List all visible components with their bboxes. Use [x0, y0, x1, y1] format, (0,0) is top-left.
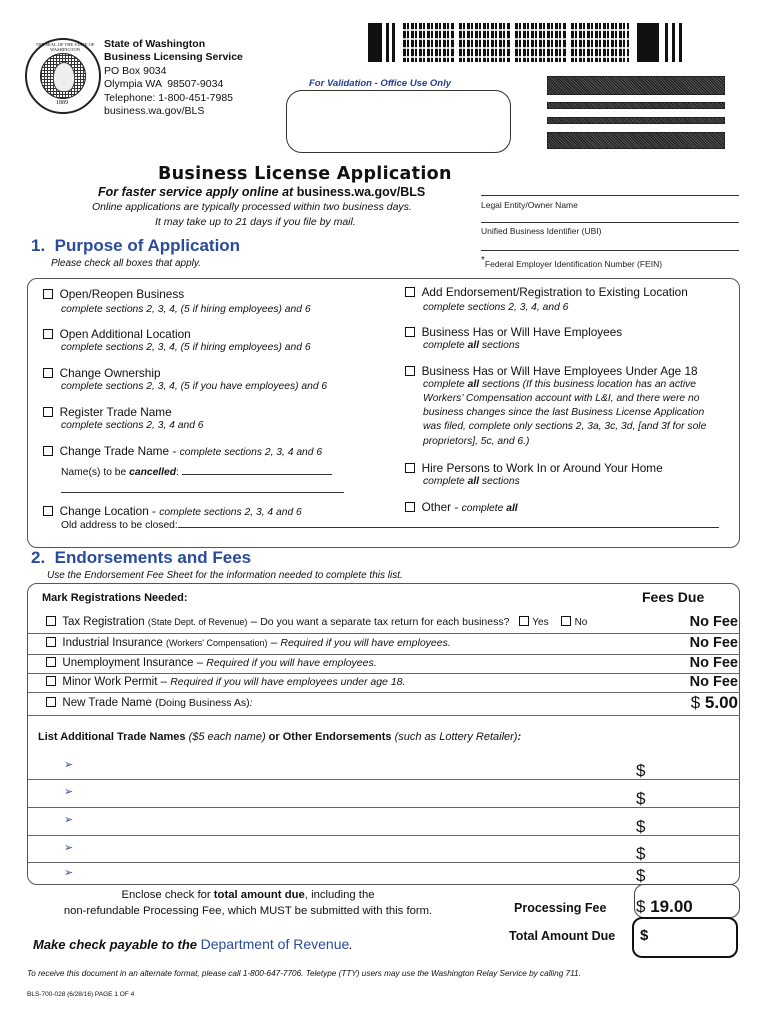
processing-fee-value: $ 19.00 [636, 897, 693, 916]
cancelled-names-input[interactable] [182, 474, 332, 475]
additional-dollar-4: $ [636, 844, 646, 863]
bullet-arrow-icon: ➢ [64, 759, 74, 771]
checkbox-unemployment-insurance[interactable] [46, 657, 56, 667]
validation-label: For Validation - Office Use Only [309, 78, 451, 89]
barcode-2d [368, 23, 723, 62]
cancelled-names-label: Name(s) to be cancelled: [61, 466, 344, 480]
option-other: Other - complete all [405, 500, 518, 516]
option-additional-location: Open Additional Location complete sections 2, 3, 4, (5 if hiring employees) and 6 [43, 327, 311, 355]
reg-row-unemployment: Unemployment Insurance – Required if you will have employees. [46, 657, 377, 669]
fee-unemployment: No Fee [689, 655, 738, 671]
alternate-format-note: To receive this document in an alternate format, please call 1-800-647-7706. Teletype (TTY) users may use the Washington Relay Service by calling 711. [27, 969, 581, 978]
bullet-arrow-icon: ➢ [64, 842, 74, 854]
option-hire-home: Hire Persons to Work In or Around Your Home complete all sections [405, 461, 663, 489]
fein-input[interactable] [481, 250, 739, 251]
processing-time-note: Online applications are typically processed within two business days. [92, 201, 412, 213]
section1-heading: 1. Purpose of Application [31, 236, 241, 255]
fee-new-trade-name: $ 5.00 [690, 693, 738, 712]
reg-row-industrial: Industrial Insurance (Workers' Compensation) – Required if you will have employees. [46, 637, 451, 649]
mail-time-note: It may take up to 21 days if you file by mail. [155, 216, 356, 228]
checkbox-additional-location[interactable] [43, 329, 53, 339]
checkbox-tax-yes[interactable] [519, 616, 529, 626]
option-change-location: Change Location - complete sections 2, 3, 4 and 6 Old address to be closed: [43, 504, 719, 531]
checkbox-change-ownership[interactable] [43, 368, 53, 378]
reg-row-minor-permit: Minor Work Permit – Required if you will have employees under age 18. [46, 676, 405, 688]
agency-website: business.wa.gov/BLS [104, 105, 205, 118]
fee-industrial: No Fee [689, 635, 738, 651]
bullet-arrow-icon: ➢ [64, 786, 74, 798]
additional-names-heading: List Additional Trade Names ($5 each name) or Other Endorsements (such as Lottery Retailer): [38, 731, 522, 743]
checkbox-hire-home[interactable] [405, 463, 415, 473]
additional-name-input-1[interactable] [90, 756, 620, 774]
fein-asterisk: * [481, 255, 485, 266]
checkbox-add-endorsement[interactable] [405, 287, 415, 297]
enclose-check-note: Enclose check for total amount due, including the non-refundable Processing Fee, which MUST be submitted with this form. [63, 889, 433, 917]
legal-entity-input[interactable] [481, 195, 739, 196]
seal-year: 1889 [56, 100, 68, 106]
bullet-arrow-icon: ➢ [64, 867, 74, 879]
checkbox-employees-under-18[interactable] [405, 366, 415, 376]
option-register-trade-name: Register Trade Name complete sections 2, 3, 4 and 6 [43, 405, 204, 433]
checkbox-industrial-insurance[interactable] [46, 637, 56, 647]
processing-fee-label: Processing Fee [514, 901, 607, 915]
option-change-ownership: Change Ownership complete sections 2, 3, 4, (5 if you have employees) and 6 [43, 366, 327, 394]
reg-row-tax: Tax Registration (State Dept. of Revenue) – Do you want a separate tax return for each business? Yes No [46, 616, 587, 628]
option-has-employees: Business Has or Will Have Employees complete all sections [405, 325, 622, 353]
online-prompt [98, 185, 425, 199]
checkbox-tax-registration[interactable] [46, 616, 56, 626]
checkbox-has-employees[interactable] [405, 327, 415, 337]
old-address-label: Old address to be closed: [61, 520, 178, 531]
fee-minor-permit: No Fee [689, 674, 738, 690]
seal-ring-text: THE SEAL OF THE STATE OF WASHINGTON [35, 42, 95, 52]
checkbox-tax-no[interactable] [561, 616, 571, 626]
payable-note: Make check payable to the Department of Revenue. [33, 936, 353, 952]
checkbox-open-reopen[interactable] [43, 289, 53, 299]
ubi-input[interactable] [481, 222, 739, 223]
additional-name-input-4[interactable] [90, 839, 620, 857]
additional-dollar-2: $ [636, 789, 646, 808]
section2-heading: 2. Endorsements and Fees [31, 548, 252, 567]
agency-city: Olympia WA 98507-9034 [104, 78, 224, 91]
section2-note: Use the Endorsement Fee Sheet for the information needed to complete this list. [47, 570, 403, 581]
scan-bar-1 [547, 76, 725, 95]
additional-dollar-5: $ [636, 866, 646, 885]
ubi-label: Unified Business Identifier (UBI) [481, 226, 602, 236]
scan-bar-3 [547, 117, 725, 124]
additional-dollar-1: $ [636, 761, 646, 780]
validation-box [286, 90, 511, 153]
additional-name-input-3[interactable] [90, 811, 620, 829]
checkbox-change-trade-name[interactable] [43, 446, 53, 456]
agency-state: State of Washington [104, 38, 206, 50]
additional-name-input-2[interactable] [90, 783, 620, 801]
agency-po-box: PO Box 9034 [104, 64, 167, 77]
mark-registrations-label: Mark Registrations Needed: [42, 592, 188, 604]
scan-bar-4 [547, 132, 725, 149]
online-url-link[interactable]: business.wa.gov/BLS [296, 185, 426, 199]
fee-tax: No Fee [689, 614, 738, 630]
checkbox-other[interactable] [405, 502, 415, 512]
total-amount-label: Total Amount Due [509, 929, 616, 943]
additional-name-input-5[interactable] [90, 864, 620, 882]
bullet-arrow-icon: ➢ [64, 814, 74, 826]
checkbox-new-trade-name[interactable] [46, 697, 56, 707]
form-id: BLS-700-028 (6/28/16) PAGE 1 OF 4 [27, 991, 135, 998]
checkbox-register-trade-name[interactable] [43, 407, 53, 417]
option-change-trade-name: Change Trade Name - complete sections 2, 3, 4 and 6 Name(s) to be cancelled: [43, 444, 344, 498]
scan-bar-2 [547, 102, 725, 109]
additional-dollar-3: $ [636, 817, 646, 836]
seal-portrait [40, 53, 86, 99]
fein-label: *Federal Employer Identification Number (FEIN) [481, 255, 663, 269]
agency-phone: Telephone: 1-800-451-7985 [104, 91, 234, 104]
online-prompt-text: For faster service apply online at [98, 185, 294, 199]
fees-due-label: Fees Due [642, 589, 705, 605]
option-open-reopen: Open/Reopen Business complete sections 2, 3, 4, (5 if hiring employees) and 6 [43, 287, 311, 317]
option-add-endorsement: Add Endorsement/Registration to Existing Location complete sections 2, 3, 4, and 6 [405, 285, 688, 315]
section1-note: Please check all boxes that apply. [51, 258, 201, 269]
cancelled-names-input-line2[interactable] [61, 492, 344, 493]
legal-entity-label: Legal Entity/Owner Name [481, 200, 578, 210]
total-amount-symbol: $ [640, 927, 649, 944]
option-employees-under-18: Business Has or Will Have Employees Under Age 18 complete all sections (If this business location has an active Workers’ Compensation account with L&I, and there were no business changes since the last Business License Application was filed, complete only sections 2, 3a, 3c, 3d, [and 3f for sole proprietors], 5c, and 6.) [405, 364, 706, 449]
reg-row-new-trade-name: New Trade Name (Doing Business As): [46, 697, 253, 709]
page-title: Business License Application [158, 164, 452, 184]
checkbox-minor-work-permit[interactable] [46, 676, 56, 686]
checkbox-change-location[interactable] [43, 506, 53, 516]
old-address-input[interactable] [178, 527, 719, 528]
state-seal-icon [25, 38, 101, 114]
agency-address [104, 38, 243, 118]
agency-service: Business Licensing Service [104, 51, 243, 64]
